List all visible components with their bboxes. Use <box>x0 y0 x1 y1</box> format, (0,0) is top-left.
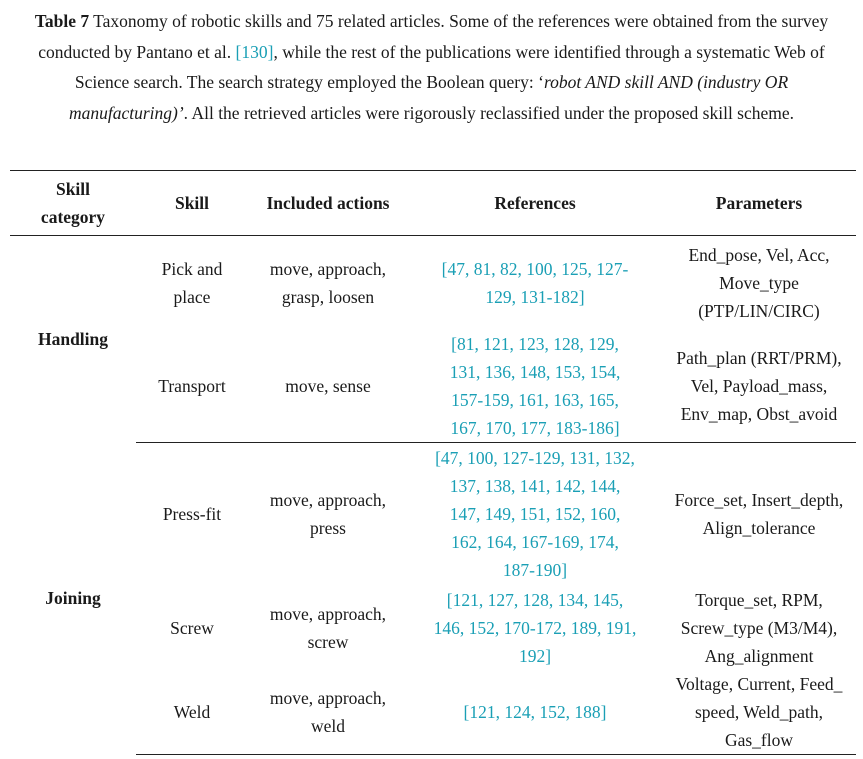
skill-cell: Weld <box>136 670 248 755</box>
caption-text: Taxonomy of robotic skills and 75 related articles. Some of the references were obtained from the survey conducted by Pantano et al. <box>38 11 829 62</box>
header-row <box>10 171 856 236</box>
header-parameters: Parameters <box>662 171 856 236</box>
table-caption <box>18 6 845 128</box>
references-cell[interactable]: [81, 121, 123, 128, 129, 131, 136, 148, 153, 154, 157-159, 161, 163, 165, 167, 170, 177, 183-186] <box>408 330 662 443</box>
parameters-cell: Voltage, Current, Feed_ speed, Weld_path, Gas_flow <box>662 670 856 755</box>
references-cell[interactable]: [47, 100, 127-129, 131, 132, 137, 138, 141, 142, 144, 147, 149, 151, 152, 160, 162, 164, 167-169, 174, 187-190] <box>435 448 635 581</box>
actions-cell: move, approach, weld <box>248 670 408 755</box>
references-cell[interactable]: [47, 81, 82, 100, 125, 127-129, 131-182] <box>441 258 629 307</box>
parameters-cell: End_pose, Vel, Acc, Move_type (PTP/LIN/CIRC) <box>688 244 830 321</box>
actions-cell: move, sense <box>248 330 408 443</box>
caption-text: . All the retrieved articles were rigorously reclassified under the proposed skill scheme. <box>183 102 795 123</box>
skill-cell: Press-fit <box>162 504 222 525</box>
category-cell: Handling <box>37 329 109 349</box>
table-row <box>10 442 856 586</box>
header-references: References <box>408 171 662 236</box>
header-category: Skill category <box>10 171 136 236</box>
actions-cell: move, approach, press <box>269 490 387 539</box>
header-actions: Included actions <box>248 171 408 236</box>
search-query: robot AND skill AND (industry OR manufacturing)’ <box>68 72 789 123</box>
category-cell: Joining <box>45 588 101 609</box>
parameters-cell: Torque_set, RPM, Screw_type (M3/M4), Ang_alignment <box>680 590 838 666</box>
citation-link[interactable]: [130] <box>235 41 274 62</box>
table-row <box>10 586 856 670</box>
references-cell[interactable]: [121, 124, 152, 188] <box>408 670 662 755</box>
parameters-cell: Force_set, Insert_depth, Align_tolerance <box>674 490 844 539</box>
caption-text: , while the rest of the publications were identified through a systematic Web of Science search. The search strategy employed the Boolean query: ‘ <box>74 41 825 92</box>
actions-cell: move, approach, screw <box>269 604 387 652</box>
skill-cell: Screw <box>170 618 214 638</box>
actions-cell: move, approach, grasp, loosen <box>269 258 387 307</box>
table-label: Table 7 <box>34 11 90 31</box>
header-skill: Skill <box>136 171 248 236</box>
parameters-cell: Path_plan (RRT/PRM), Vel, Payload_mass, Env_map, Obst_avoid <box>662 330 856 443</box>
table-row <box>10 236 856 330</box>
skills-table <box>10 170 856 755</box>
references-cell[interactable]: [121, 127, 128, 134, 145, 146, 152, 170-172, 189, 191, 192] <box>433 590 637 666</box>
skill-cell: Pick and place <box>161 258 223 307</box>
table-row <box>10 330 856 443</box>
table-row <box>10 670 856 755</box>
skill-cell: Transport <box>136 330 248 443</box>
